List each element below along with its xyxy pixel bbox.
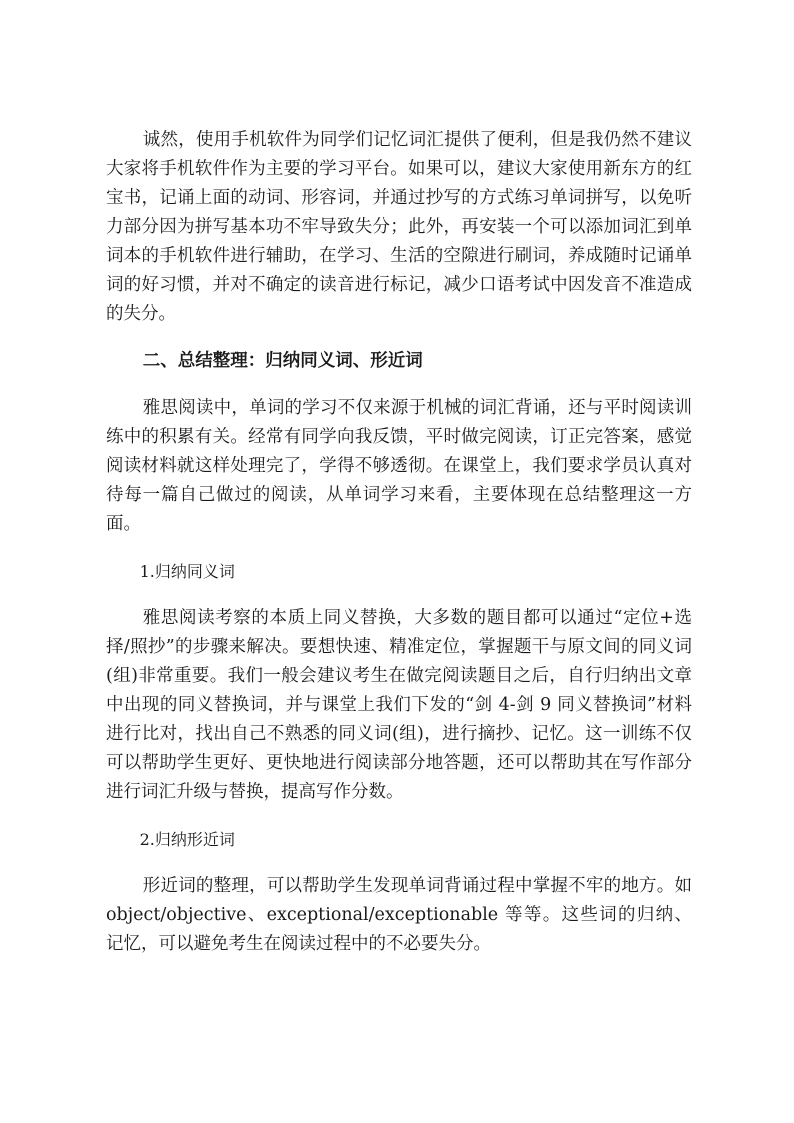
paragraph-synonyms: 雅思阅读考察的本质上同义替换，大多数的题目都可以通过“定位+选择/照抄”的步骤来解决。要想快速、精准定位，掌握题干与原文间的同义词(组)非常重要。我们一般会建议考生在做完阅读题目之后，自行归纳出文章中出现的同义替换词，并与课堂上我们下发的“剑 4-剑 9 同义替换词”材料进行比对，找出自己不熟悉的同义词(组)，进行摘抄、记忆。这一训练不仅可以帮助学生更好、更快地进行阅读部分地答题，还可以帮助其在写作部分进行词汇升级与替换，提高写作分数。: [106, 608, 692, 802]
paragraph-reading-intro: 雅思阅读中，单词的学习不仅来源于机械的词汇背诵，还与平时阅读训练中的积累有关。经常有同学向我反馈，平时做完阅读，订正完答案，感觉阅读材料就这样处理完了，学得不够透彻。在课堂上，我们要求学员认真对待每一篇自己做过的阅读，从单词学习来看，主要体现在总结整理这一方面。: [106, 398, 692, 534]
subheading-synonyms: 1.归纳同义词: [139, 562, 235, 581]
section-heading: 二、总结整理：归纳同义词、形近词: [142, 351, 423, 371]
subheading-similar-words: 2.归纳形近词: [139, 830, 235, 849]
paragraph-similar-words: 形近词的整理，可以帮助学生发现单词背诵过程中掌握不牢的地方。如 object/objective、exceptional/exceptionable 等等。这些词的归纳、记忆，可以避免考生在阅读过程中的不必要失分。: [106, 876, 692, 954]
document-body: [106, 126, 692, 977]
paragraph-app-usage: 诚然，使用手机软件为同学们记忆词汇提供了便利，但是我仍然不建议大家将手机软件作为主要的学习平台。如果可以，建议大家使用新东方的红宝书，记诵上面的动词、形容词，并通过抄写的方式练习单词拼写，以免听力部分因为拼写基本功不牢导致失分；此外，再安装一个可以添加词汇到单词本的手机软件进行辅助，在学习、生活的空隙进行刷词，养成随时记诵单词的好习惯，并对不确定的读音进行标记，减少口语考试中因发音不准造成的失分。: [106, 130, 692, 324]
